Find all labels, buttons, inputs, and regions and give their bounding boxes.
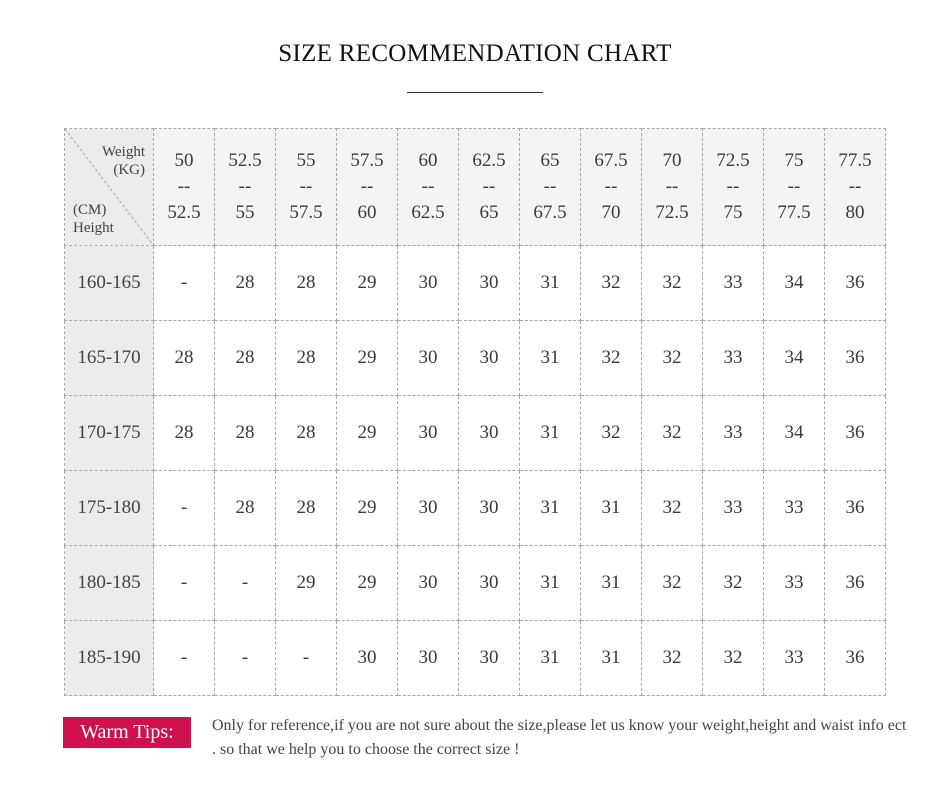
weight-range-end: 70 [601, 202, 621, 223]
weight-range-start: 70 [662, 150, 682, 171]
size-cell: 31 [581, 621, 642, 696]
weight-range-header [642, 129, 703, 246]
weight-range-end: 55 [235, 202, 255, 223]
size-cell: 34 [764, 396, 825, 471]
size-cell: 31 [520, 471, 581, 546]
size-cell: 32 [703, 621, 764, 696]
size-cell: 30 [398, 621, 459, 696]
weight-range-header [154, 129, 215, 246]
size-cell: 36 [825, 546, 886, 621]
weight-range-end: 62.5 [411, 202, 445, 223]
size-cell: 30 [398, 396, 459, 471]
weight-range-end: 65 [479, 202, 499, 223]
height-range-cell: 160-165 [65, 246, 154, 321]
weight-range-end: 72.5 [655, 202, 689, 223]
size-cell: 32 [581, 321, 642, 396]
size-cell: - [154, 246, 215, 321]
range-separator: -- [299, 176, 313, 197]
size-cell: 28 [154, 321, 215, 396]
weight-range-start: 50 [174, 150, 194, 171]
size-cell: 31 [520, 246, 581, 321]
height-range-cell: 180-185 [65, 546, 154, 621]
size-cell: 28 [276, 246, 337, 321]
size-cell: 29 [337, 321, 398, 396]
size-cell: 29 [337, 246, 398, 321]
header-row [65, 129, 886, 246]
size-cell: 29 [337, 396, 398, 471]
weight-range-start: 67.5 [594, 150, 628, 171]
weight-range-header [825, 129, 886, 246]
size-cell: 28 [276, 396, 337, 471]
weight-axis-label [102, 143, 145, 179]
range-separator: -- [421, 176, 435, 197]
size-cell: 29 [276, 546, 337, 621]
weight-range-end: 67.5 [533, 202, 567, 223]
weight-range-start: 52.5 [228, 150, 262, 171]
size-cell: - [276, 621, 337, 696]
weight-unit-label: (KG) [113, 162, 145, 178]
size-cell: 28 [215, 471, 276, 546]
size-cell: 32 [642, 471, 703, 546]
size-cell: 30 [459, 321, 520, 396]
range-separator: -- [360, 176, 374, 197]
size-cell: 31 [581, 471, 642, 546]
weight-range-end: 77.5 [777, 202, 811, 223]
size-cell: 36 [825, 396, 886, 471]
size-cell: 28 [215, 246, 276, 321]
weight-range-end: 80 [845, 202, 865, 223]
size-cell: 33 [764, 621, 825, 696]
weight-range-header [337, 129, 398, 246]
weight-range-end: 57.5 [289, 202, 323, 223]
weight-range-header [398, 129, 459, 246]
table-row [65, 546, 886, 621]
size-cell: 33 [764, 471, 825, 546]
size-cell: 33 [703, 396, 764, 471]
size-cell: 30 [459, 471, 520, 546]
size-cell: 31 [520, 546, 581, 621]
weight-range-header [276, 129, 337, 246]
weight-range-header [581, 129, 642, 246]
weight-range-end: 75 [723, 202, 743, 223]
weight-label: Weight [102, 144, 145, 160]
range-separator: -- [848, 176, 862, 197]
size-cell: 32 [642, 321, 703, 396]
range-separator: -- [604, 176, 618, 197]
size-cell: 33 [703, 246, 764, 321]
weight-range-start: 55 [296, 150, 316, 171]
weight-range-end: 52.5 [167, 202, 201, 223]
height-range-cell: 165-170 [65, 321, 154, 396]
size-cell: 34 [764, 321, 825, 396]
table-body [65, 246, 886, 696]
size-cell: 32 [703, 546, 764, 621]
size-cell: 30 [398, 246, 459, 321]
weight-range-end: 60 [357, 202, 377, 223]
size-cell: 30 [398, 546, 459, 621]
size-cell: 33 [703, 321, 764, 396]
size-cell: - [215, 621, 276, 696]
size-cell: 31 [520, 621, 581, 696]
corner-cell [65, 129, 154, 246]
table-row [65, 396, 886, 471]
size-cell: 31 [581, 546, 642, 621]
size-cell: 30 [337, 621, 398, 696]
warm-tips-badge: Warm Tips: [63, 717, 191, 748]
size-cell: 32 [581, 246, 642, 321]
size-cell: 29 [337, 471, 398, 546]
weight-range-start: 60 [418, 150, 438, 171]
size-cell: 28 [215, 396, 276, 471]
range-separator: -- [177, 176, 191, 197]
range-separator: -- [787, 176, 801, 197]
weight-range-start: 65 [540, 150, 560, 171]
title-divider [407, 92, 543, 93]
size-table [64, 128, 886, 696]
size-cell: 36 [825, 321, 886, 396]
size-cell: 28 [276, 471, 337, 546]
height-axis-label [73, 201, 114, 237]
height-range-cell: 175-180 [65, 471, 154, 546]
size-cell: 28 [154, 396, 215, 471]
size-cell: 32 [642, 621, 703, 696]
size-cell: 31 [520, 396, 581, 471]
table-row [65, 321, 886, 396]
size-cell: 36 [825, 471, 886, 546]
size-cell: 28 [215, 321, 276, 396]
size-cell: 30 [459, 546, 520, 621]
height-unit-label: (CM) [73, 202, 107, 218]
size-cell: 29 [337, 546, 398, 621]
size-cell: 30 [398, 321, 459, 396]
table-row [65, 621, 886, 696]
table-row [65, 246, 886, 321]
weight-range-header [459, 129, 520, 246]
weight-range-start: 62.5 [472, 150, 506, 171]
warm-tips-text: Only for reference,if you are not sure about the size,please let us know your weight,height and waist info ect . so that we help you to choose the correct size ! [212, 717, 907, 758]
weight-range-start: 72.5 [716, 150, 750, 171]
size-cell: 34 [764, 246, 825, 321]
size-cell: - [154, 621, 215, 696]
weight-range-header [764, 129, 825, 246]
range-separator: -- [238, 176, 252, 197]
page-title: SIZE RECOMMENDATION CHART [278, 40, 672, 67]
range-separator: -- [726, 176, 740, 197]
weight-range-start: 77.5 [838, 150, 872, 171]
size-cell: 33 [703, 471, 764, 546]
range-separator: -- [482, 176, 496, 197]
size-cell: 30 [459, 396, 520, 471]
weight-range-start: 75 [784, 150, 804, 171]
size-cell: 36 [825, 621, 886, 696]
range-separator: -- [665, 176, 679, 197]
size-cell: 30 [459, 246, 520, 321]
size-cell: 32 [581, 396, 642, 471]
weight-range-start: 57.5 [350, 150, 384, 171]
size-cell: 28 [276, 321, 337, 396]
size-cell: 30 [398, 471, 459, 546]
size-cell: - [154, 471, 215, 546]
height-range-cell: 185-190 [65, 621, 154, 696]
size-cell: 30 [459, 621, 520, 696]
range-separator: -- [543, 176, 557, 197]
size-cell: 32 [642, 546, 703, 621]
weight-range-header [520, 129, 581, 246]
size-cell: 33 [764, 546, 825, 621]
size-cell: 31 [520, 321, 581, 396]
size-cell: 32 [642, 396, 703, 471]
height-label: Height [73, 220, 114, 236]
size-cell: 32 [642, 246, 703, 321]
size-cell: - [154, 546, 215, 621]
weight-range-header [703, 129, 764, 246]
size-cell: 36 [825, 246, 886, 321]
table-row [65, 471, 886, 546]
weight-range-header [215, 129, 276, 246]
size-cell: - [215, 546, 276, 621]
height-range-cell: 170-175 [65, 396, 154, 471]
